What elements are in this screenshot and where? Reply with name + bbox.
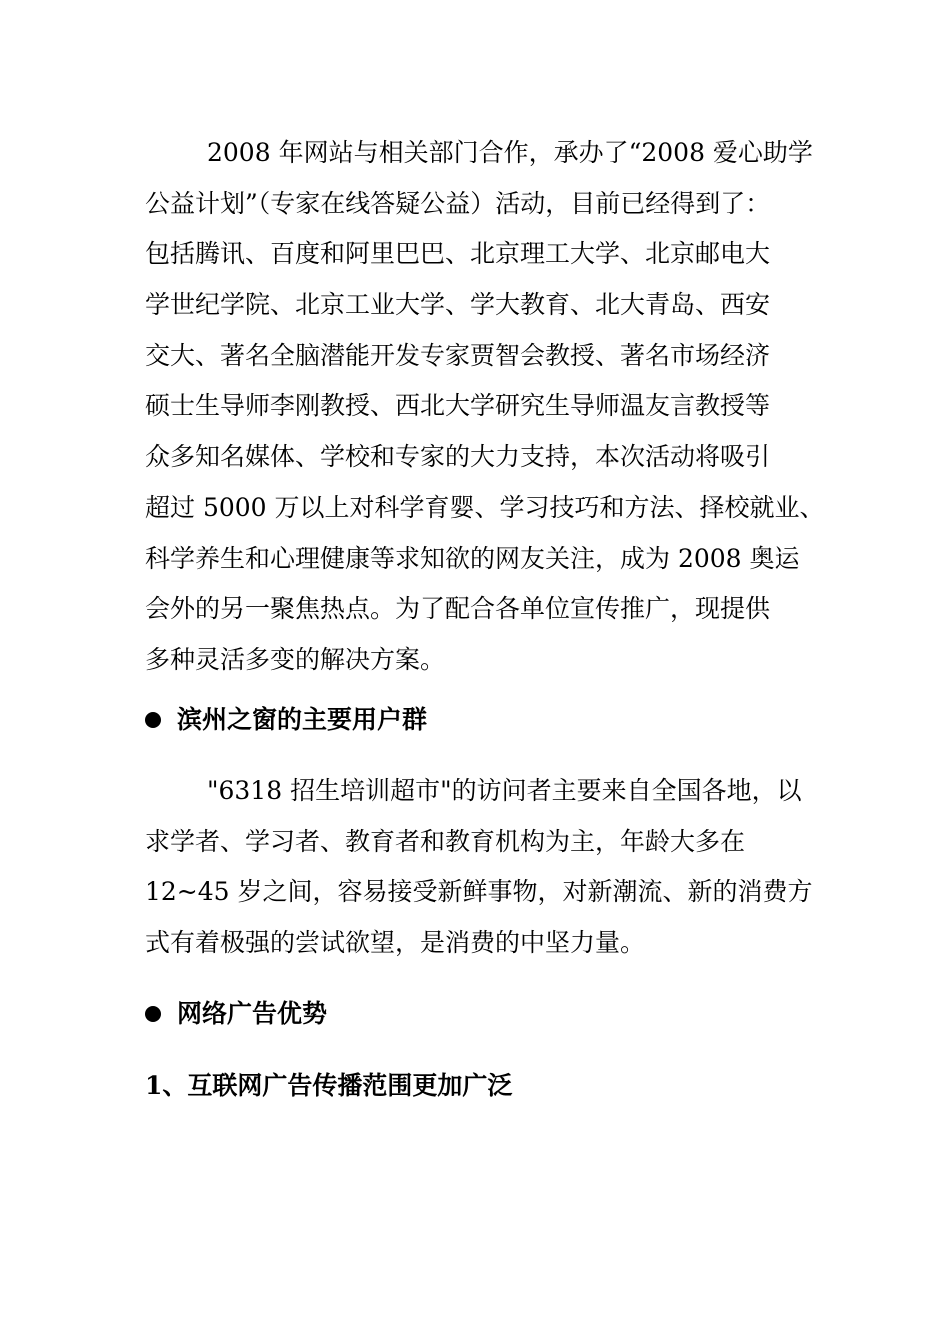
bullet-icon bbox=[145, 1006, 161, 1022]
paragraph-line: 学世纪学院、北京工业大学、学大教育、北大青岛、西安 bbox=[145, 290, 771, 320]
paragraph-line: 12~45 岁之间，容易接受新鲜事物，对新潮流、新的消费方 bbox=[145, 877, 813, 907]
section-heading-ad-advantages bbox=[145, 996, 327, 1032]
paragraph-line: 硕士生导师李刚教授、西北大学研究生导师温友言教授等 bbox=[145, 391, 771, 421]
intro-paragraph bbox=[145, 128, 835, 686]
bullet-icon bbox=[145, 712, 161, 728]
paragraph-line: 众多知名媒体、学校和专家的大力支持，本次活动将吸引 bbox=[145, 442, 771, 472]
paragraph-line: "6318 招生培训超市"的访问者主要来自全国各地，以 bbox=[207, 776, 802, 805]
paragraph-line: 交大、著名全脑潜能开发专家贾智会教授、著名市场经济 bbox=[145, 340, 771, 370]
paragraph-line: 求学者、学习者、教育者和教育机构为主，年龄大多在 bbox=[145, 826, 746, 856]
paragraph-line: 会外的另一聚焦热点。为了配合各单位宣传推广，现提供 bbox=[145, 594, 771, 624]
user-group-paragraph bbox=[145, 766, 835, 969]
paragraph-line: 超过 5000 万以上对科学育婴、学习技巧和方法、择校就业、 bbox=[145, 492, 825, 522]
section-heading-text: 滨州之窗的主要用户群 bbox=[177, 705, 428, 734]
section-heading-text: 网络广告优势 bbox=[177, 999, 328, 1028]
paragraph-line: 科学养生和心理健康等求知欲的网友关注，成为 2008 奥运 bbox=[145, 543, 800, 573]
paragraph-line: 公益计划”（专家在线答疑公益）活动，目前已经得到了： bbox=[145, 188, 771, 218]
paragraph-line: 包括腾讯、百度和阿里巴巴、北京理工大学、北京邮电大 bbox=[145, 239, 771, 269]
numbered-subheading: 1、互联网广告传播范围更加广泛 bbox=[145, 1071, 513, 1100]
section-heading-user-group bbox=[145, 702, 427, 738]
paragraph-line: 式有着极强的尝试欲望，是消费的中坚力量。 bbox=[145, 928, 646, 958]
paragraph-line: 多种灵活多变的解决方案。 bbox=[145, 644, 446, 674]
paragraph-line: 2008 年网站与相关部门合作，承办了“2008 爱心助学 bbox=[207, 138, 813, 167]
